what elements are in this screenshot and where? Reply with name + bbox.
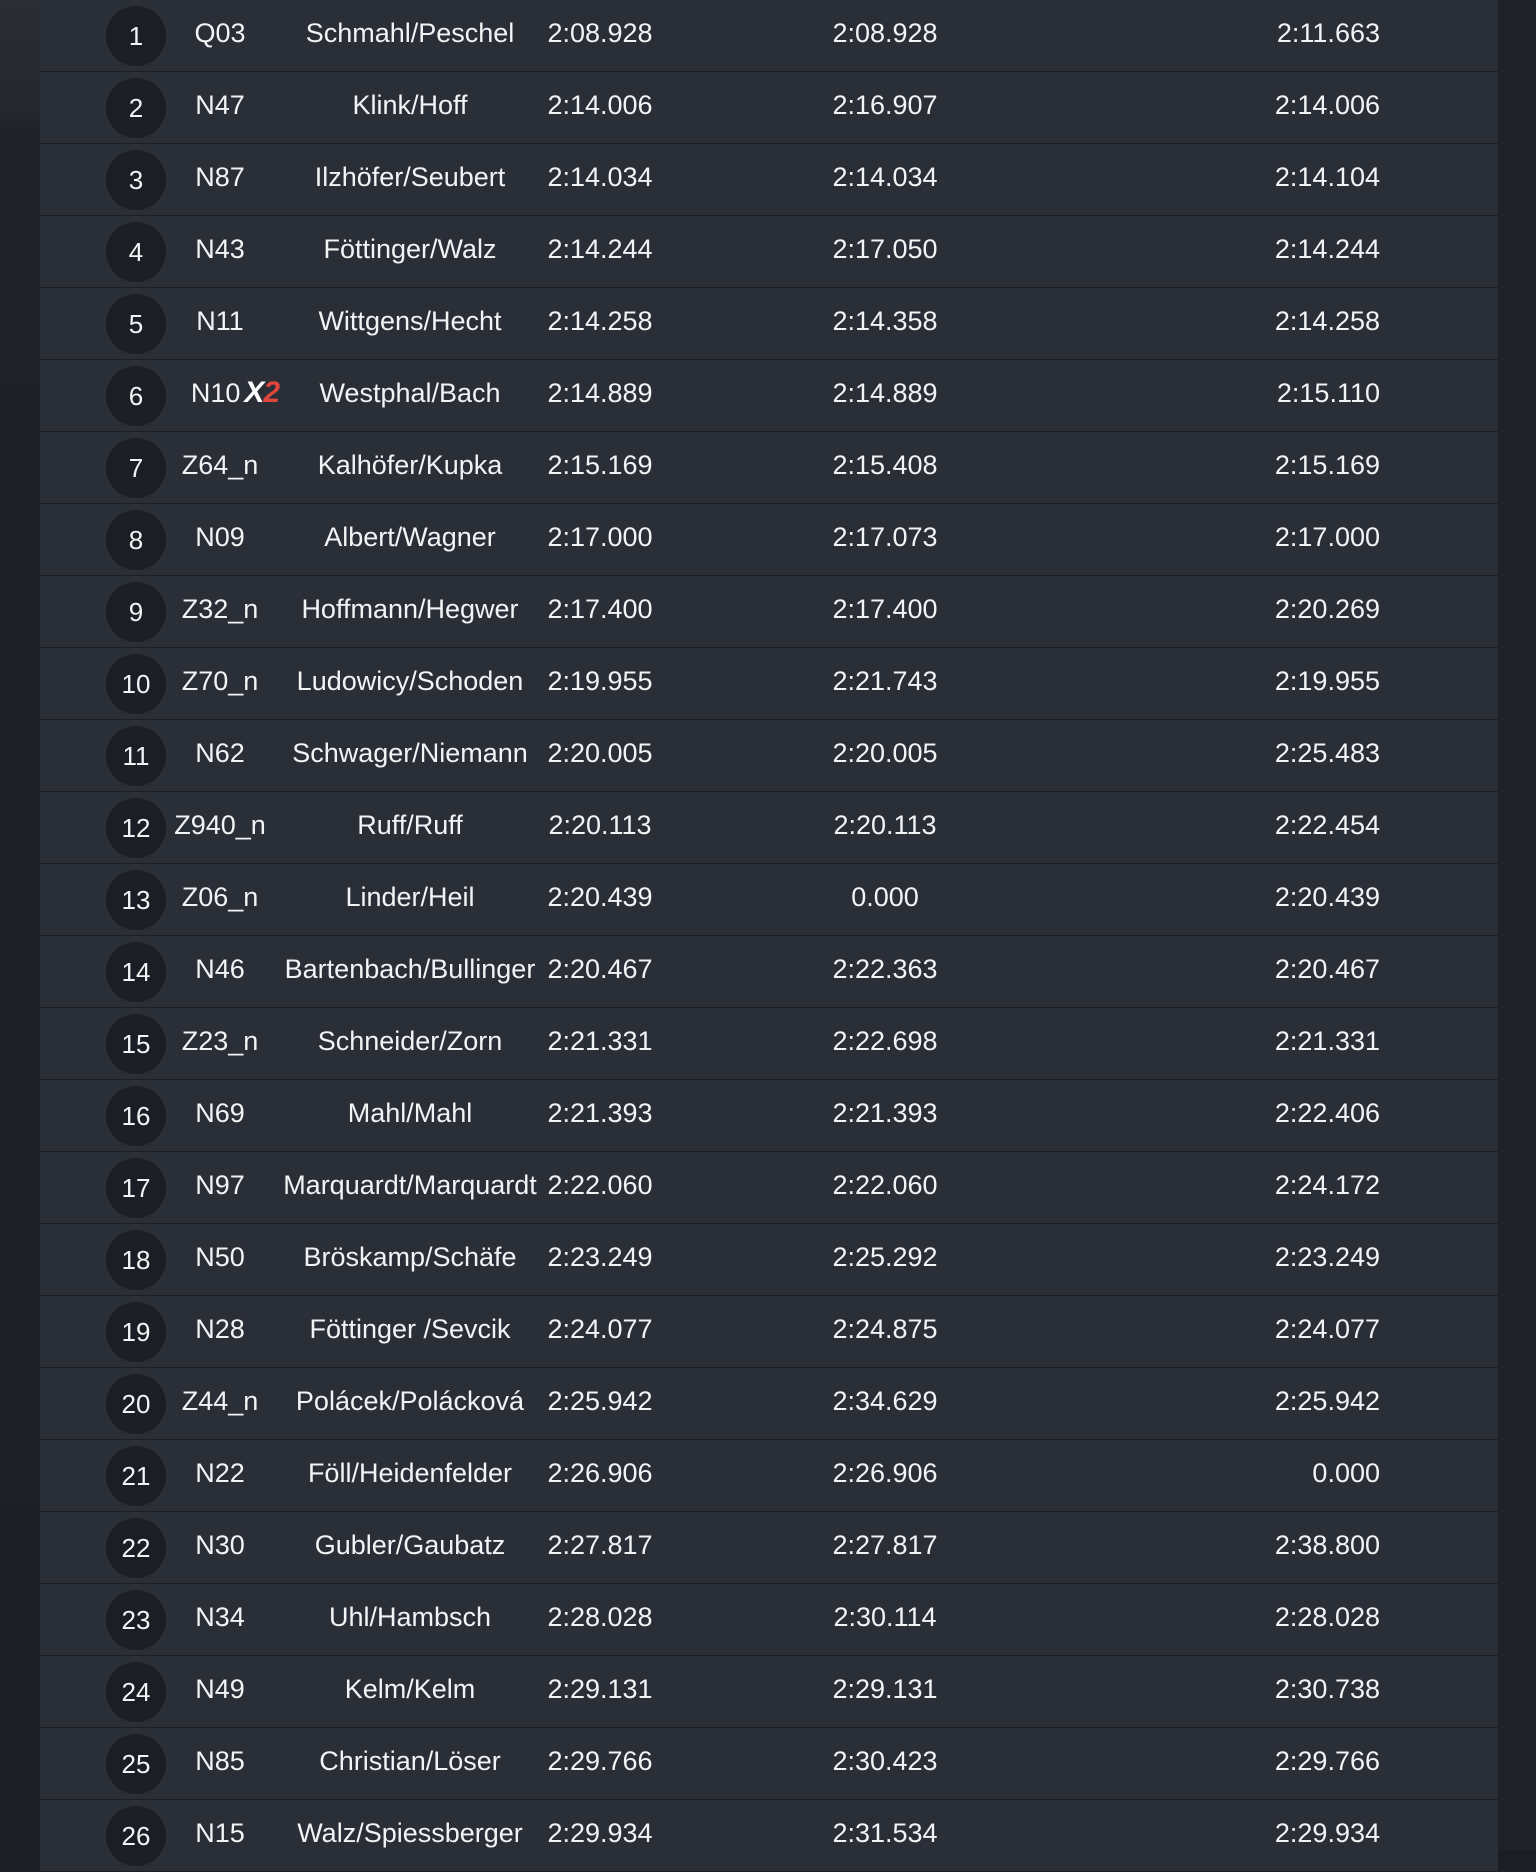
car-number-text: Q03 [194,18,246,48]
rank-badge: 16 [106,1086,166,1146]
rank-badge: 14 [106,942,166,1002]
crew-name: Schneider/Zorn [317,1026,503,1056]
results-table [40,0,1498,1872]
time-1: 2:20.439 [547,882,653,912]
time-3: 2:20.269 [1274,594,1380,624]
table-row[interactable] [40,936,1498,1008]
table-row[interactable] [40,1656,1498,1728]
car-number-text: Z23_n [181,1026,259,1056]
table-row[interactable] [40,144,1498,216]
time-2: 2:22.363 [832,954,938,984]
crew-name: Bröskamp/Schäfe [303,1242,517,1272]
time-1: 2:29.766 [547,1746,653,1776]
crew-name: Westphal/Bach [319,378,501,408]
car-number-text: N43 [195,234,245,264]
time-2: 2:21.393 [832,1098,938,1128]
rank-badge: 4 [106,222,166,282]
time-3: 2:20.467 [1274,954,1380,984]
table-row[interactable] [40,504,1498,576]
time-1: 2:21.331 [547,1026,653,1056]
time-1: 2:15.169 [547,450,653,480]
rank-badge: 9 [106,582,166,642]
table-row[interactable] [40,360,1498,432]
time-3: 2:15.169 [1274,450,1380,480]
background-left-edge [0,0,40,1850]
table-row[interactable] [40,288,1498,360]
table-row[interactable] [40,720,1498,792]
crew-name: Marquardt/Marquardt [283,1170,537,1200]
time-2: 2:25.292 [832,1242,938,1272]
time-2: 2:22.698 [832,1026,938,1056]
time-1: 2:14.034 [547,162,653,192]
car-number-text: N10 [190,378,241,408]
time-1: 2:24.077 [547,1314,653,1344]
rank-badge: 22 [106,1518,166,1578]
time-1: 2:29.934 [547,1818,653,1848]
table-row[interactable] [40,72,1498,144]
table-row[interactable] [40,1728,1498,1800]
time-2: 2:26.906 [832,1458,938,1488]
rank-badge: 12 [106,798,166,858]
time-3: 2:20.439 [1274,882,1380,912]
car-number-text: N28 [195,1314,245,1344]
car-number-text: N46 [195,954,245,984]
time-3: 2:22.454 [1274,810,1380,840]
car-number-text: N97 [195,1170,245,1200]
car-number-text: N11 [196,306,244,336]
time-2: 2:17.050 [832,234,938,264]
time-3: 2:15.110 [1276,378,1380,408]
time-1: 2:14.006 [547,90,653,120]
time-2: 2:17.400 [832,594,938,624]
table-row[interactable] [40,0,1498,72]
time-1: 2:26.906 [547,1458,653,1488]
time-3: 2:22.406 [1274,1098,1380,1128]
rank-badge: 26 [106,1806,166,1866]
time-2: 2:34.629 [832,1386,938,1416]
time-2: 2:20.005 [832,738,938,768]
table-row[interactable] [40,792,1498,864]
rank-badge: 20 [106,1374,166,1434]
car-number-text: Z64_n [181,450,259,480]
time-3: 2:24.077 [1274,1314,1380,1344]
car-number-text: N47 [195,90,245,120]
car-number-text: N62 [195,738,245,768]
car-number-text: Z06_n [181,882,259,912]
time-3: 2:38.800 [1274,1530,1380,1560]
crew-name: Linder/Heil [345,882,475,912]
time-1: 2:14.889 [547,378,653,408]
time-3: 2:24.172 [1274,1170,1380,1200]
rank-badge: 18 [106,1230,166,1290]
time-2: 2:14.889 [832,378,938,408]
time-3: 2:14.244 [1274,234,1380,264]
car-number-text: N34 [195,1602,245,1632]
car-number-text: N15 [195,1818,245,1848]
crew-name: Ludowicy/Schoden [296,666,524,696]
table-row[interactable] [40,1584,1498,1656]
time-1: 2:27.817 [547,1530,653,1560]
rank-badge: 11 [106,726,166,786]
time-2: 2:30.114 [833,1602,937,1632]
rank-badge: 8 [106,510,166,570]
crew-name: Mahl/Mahl [347,1098,473,1128]
rank-badge: 13 [106,870,166,930]
time-1: 2:22.060 [547,1170,653,1200]
table-row[interactable] [40,1512,1498,1584]
table-row[interactable] [40,864,1498,936]
time-3: 2:14.006 [1274,90,1380,120]
time-1: 2:23.249 [547,1242,653,1272]
crew-name: Klink/Hoff [352,90,468,120]
time-1: 2:17.000 [547,522,653,552]
table-row[interactable] [40,1080,1498,1152]
table-row[interactable] [40,216,1498,288]
time-3: 2:14.258 [1274,306,1380,336]
rank-badge: 6 [106,366,166,426]
time-1: 2:20.005 [547,738,653,768]
car-number-text: N69 [195,1098,245,1128]
car-number-text: N30 [195,1530,245,1560]
table-row[interactable] [40,1008,1498,1080]
crew-name: Föll/Heidenfelder [307,1458,513,1488]
time-3: 2:30.738 [1274,1674,1380,1704]
background-right-edge [1498,0,1536,1850]
time-2: 2:16.907 [832,90,938,120]
table-row[interactable] [40,1224,1498,1296]
time-3: 2:19.955 [1274,666,1380,696]
rank-badge: 10 [106,654,166,714]
car-number-text: Z70_n [181,666,259,696]
time-3: 0.000 [1312,1458,1380,1488]
rank-badge: 25 [106,1734,166,1794]
table-row[interactable] [40,432,1498,504]
table-row[interactable] [40,1152,1498,1224]
rank-badge: 23 [106,1590,166,1650]
time-1: 2:29.131 [547,1674,653,1704]
table-row[interactable] [40,1296,1498,1368]
crew-name: Föttinger/Walz [323,234,497,264]
time-1: 2:20.467 [547,954,653,984]
time-2: 2:08.928 [832,18,938,48]
crew-name: Schwager/Niemann [292,738,528,768]
time-3: 2:28.028 [1274,1602,1380,1632]
rank-badge: 2 [106,78,166,138]
table-row[interactable] [40,1368,1498,1440]
rank-badge: 24 [106,1662,166,1722]
time-2: 2:14.358 [832,306,938,336]
time-1: 2:08.928 [547,18,653,48]
time-1: 2:21.393 [547,1098,653,1128]
time-3: 2:29.766 [1274,1746,1380,1776]
time-2: 2:24.875 [832,1314,938,1344]
rank-badge: 7 [106,438,166,498]
crew-name: Uhl/Hambsch [328,1602,492,1632]
rank-badge: 21 [106,1446,166,1506]
table-row[interactable] [40,1800,1498,1872]
time-3: 2:21.331 [1274,1026,1380,1056]
time-2: 2:27.817 [832,1530,938,1560]
time-3: 2:23.249 [1274,1242,1380,1272]
time-2: 2:15.408 [832,450,938,480]
crew-name: Christian/Löser [319,1746,501,1776]
crew-name: Kelm/Kelm [344,1674,476,1704]
rank-badge: 5 [106,294,166,354]
crew-name: Bartenbach/Bullinger [284,954,536,984]
crew-name: Polácek/Polácková [295,1386,525,1416]
time-1: 2:19.955 [547,666,653,696]
crew-name: Walz/Spiessberger [297,1818,523,1848]
crew-name: Kalhöfer/Kupka [317,450,503,480]
car-number-text: N09 [195,522,245,552]
time-1: 2:14.244 [547,234,653,264]
car-number-text: N50 [195,1242,245,1272]
time-3: 2:25.483 [1274,738,1380,768]
time-3: 2:14.104 [1274,162,1380,192]
time-1: 2:14.258 [547,306,653,336]
car-number-text: Z32_n [181,594,259,624]
time-2: 2:14.034 [832,162,938,192]
rank-badge: 1 [106,6,166,66]
car-number-text: Z940_n [174,810,266,840]
time-3: 2:17.000 [1274,522,1380,552]
table-row[interactable] [40,1440,1498,1512]
time-2: 2:30.423 [832,1746,938,1776]
time-2: 2:21.743 [832,666,938,696]
time-2: 2:17.073 [832,522,938,552]
crew-name: Hoffmann/Hegwer [301,594,519,624]
car-number-text: N49 [195,1674,245,1704]
rank-badge: 19 [106,1302,166,1362]
rank-badge: 3 [106,150,166,210]
crew-name: Schmahl/Peschel [305,18,515,48]
rank-badge: 17 [106,1158,166,1218]
car-number-text: N22 [195,1458,245,1488]
time-2: 2:31.534 [832,1818,938,1848]
time-1: 2:28.028 [547,1602,653,1632]
crew-name: Albert/Wagner [324,522,496,552]
crew-name: Ilzhöfer/Seubert [314,162,506,192]
table-row[interactable] [40,576,1498,648]
table-row[interactable] [40,648,1498,720]
time-2: 0.000 [851,882,919,912]
x2-logo-icon: X2 [244,376,280,409]
rank-badge: 15 [106,1014,166,1074]
car-number-text: N85 [195,1746,245,1776]
time-2: 2:29.131 [832,1674,938,1704]
crew-name: Ruff/Ruff [357,810,463,840]
time-2: 2:22.060 [832,1170,938,1200]
time-1: 2:17.400 [547,594,653,624]
time-1: 2:20.113 [548,810,652,840]
time-3: 2:29.934 [1274,1818,1380,1848]
car-number-text: Z44_n [181,1386,259,1416]
time-3: 2:11.663 [1276,18,1380,48]
time-1: 2:25.942 [547,1386,653,1416]
crew-name: Föttinger /Sevcik [309,1314,511,1344]
car-number-text: N87 [195,162,245,192]
crew-name: Gubler/Gaubatz [314,1530,506,1560]
time-2: 2:20.113 [833,810,937,840]
time-3: 2:25.942 [1274,1386,1380,1416]
crew-name: Wittgens/Hecht [318,306,502,336]
